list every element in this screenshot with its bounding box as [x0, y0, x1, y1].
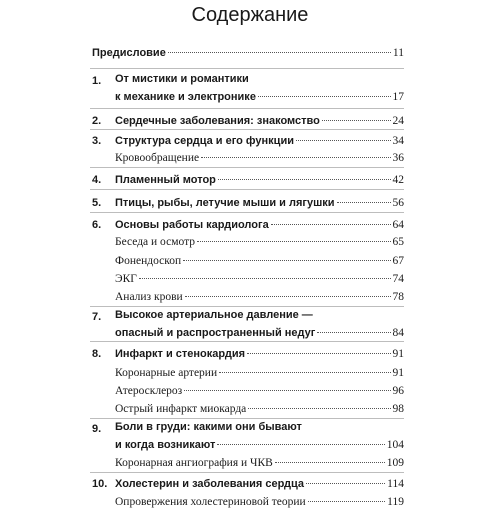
dot-leader	[317, 332, 390, 333]
page-number: 78	[392, 291, 404, 303]
toc-entry[interactable]	[115, 133, 404, 149]
toc-entry[interactable]	[115, 217, 404, 233]
dot-leader	[183, 260, 390, 261]
page-number: 17	[392, 91, 404, 103]
toc-entry[interactable]	[115, 437, 404, 453]
toc-entry[interactable]	[115, 113, 404, 129]
toc-subentry[interactable]	[115, 289, 404, 305]
toc-subentry[interactable]	[115, 383, 404, 399]
toc-subentry[interactable]	[115, 365, 404, 381]
page-number: 56	[392, 197, 404, 209]
page-number: 36	[392, 152, 404, 164]
toc-entry[interactable]	[115, 172, 404, 188]
chapter-number: 8.	[92, 348, 102, 360]
page-number: 67	[392, 255, 404, 267]
dot-leader	[271, 224, 391, 225]
section-divider	[90, 68, 404, 69]
toc-entry-title-continued: к механике и электронике	[115, 91, 256, 103]
dot-leader	[248, 408, 390, 409]
toc-entry[interactable]	[115, 195, 404, 211]
page-number: 74	[392, 273, 404, 285]
dot-leader	[337, 202, 391, 203]
toc-entry-title: Опровержения холестериновой теории	[115, 496, 306, 508]
page-number: 119	[387, 496, 404, 508]
page-number: 96	[392, 385, 404, 397]
chapter-number: 1.	[92, 75, 102, 87]
toc-subentry[interactable]	[115, 253, 404, 269]
dot-leader	[247, 353, 391, 354]
dot-leader	[168, 52, 391, 53]
page-number: 104	[386, 439, 404, 451]
page-number: 42	[392, 174, 404, 186]
chapter-number: 2.	[92, 115, 102, 127]
chapter-number: 5.	[92, 197, 102, 209]
page-title: Содержание	[191, 4, 309, 26]
page-number: 24	[392, 115, 404, 127]
toc-subentry[interactable]	[115, 494, 404, 510]
section-divider	[90, 341, 404, 342]
toc-subentry[interactable]	[115, 150, 404, 166]
toc-entry-title: Холестерин и заболевания сердца	[115, 478, 305, 490]
dot-leader	[322, 120, 391, 121]
dot-leader	[184, 390, 390, 391]
section-divider	[90, 167, 404, 168]
chapter-number: 7.	[92, 311, 102, 323]
toc-entry-title: Фонендоскоп	[115, 255, 182, 267]
section-divider	[90, 418, 404, 419]
toc-entry-title: Атеросклероз	[115, 385, 183, 397]
toc-entry-line[interactable]	[115, 73, 249, 89]
page-number: 91	[392, 367, 404, 379]
section-divider	[90, 108, 404, 109]
section-divider	[90, 472, 404, 473]
toc-subentry[interactable]	[115, 455, 404, 471]
dot-leader	[218, 179, 391, 180]
toc-entry-title: Предисловие	[92, 47, 166, 59]
toc-entry[interactable]	[115, 346, 404, 362]
toc-entry-title: Острый инфаркт миокарда	[115, 403, 247, 415]
toc-entry-title: Пламенный мотор	[115, 174, 216, 186]
dot-leader	[185, 296, 391, 297]
page-number: 109	[386, 457, 404, 469]
dot-leader	[217, 444, 384, 445]
dot-leader	[197, 241, 391, 242]
toc-entry-line[interactable]	[115, 309, 313, 325]
toc-entry-title: Беседа и осмотр	[115, 236, 195, 248]
toc-entry[interactable]	[115, 89, 404, 105]
toc-entry-title: Анализ крови	[115, 291, 183, 303]
dot-leader	[275, 462, 385, 463]
dot-leader	[258, 96, 391, 97]
toc-entry[interactable]	[115, 325, 404, 341]
toc-entry-title: Структура сердца и его функции	[115, 135, 294, 147]
page-number: 98	[392, 403, 404, 415]
section-divider	[90, 212, 404, 213]
page-number: 84	[392, 327, 404, 339]
dot-leader	[139, 278, 391, 279]
page-number: 65	[392, 236, 404, 248]
toc-entry-title: Кровообращение	[115, 152, 200, 164]
section-divider	[90, 306, 404, 307]
toc-entry-title: Сердечные заболевания: знакомство	[115, 115, 320, 127]
section-divider	[90, 189, 404, 190]
page-number: 34	[392, 135, 404, 147]
toc-entry-title: Инфаркт и стенокардия	[115, 348, 245, 360]
page-number: 91	[392, 348, 404, 360]
dot-leader	[201, 157, 390, 158]
toc-entry-title: Коронарные артерии	[115, 367, 218, 379]
page-number: 64	[392, 219, 404, 231]
toc-entry-title: Основы работы кардиолога	[115, 219, 269, 231]
toc-entry-title: От мистики и романтики	[115, 73, 249, 85]
toc-entry[interactable]	[115, 476, 404, 492]
toc-entry-title: Боли в груди: какими они бывают	[115, 421, 302, 433]
page-number: 114	[387, 478, 404, 490]
toc-subentry[interactable]	[115, 401, 404, 417]
dot-leader	[219, 372, 390, 373]
dot-leader	[306, 483, 385, 484]
toc-subentry[interactable]	[115, 234, 404, 250]
toc-entry-line[interactable]	[115, 421, 302, 437]
toc-entry-title: Высокое артериальное давление —	[115, 309, 313, 321]
chapter-number: 6.	[92, 219, 102, 231]
toc-entry-title: Коронарная ангиография и ЧКВ	[115, 457, 273, 469]
toc-entry-title: Птицы, рыбы, летучие мыши и лягушки	[115, 197, 335, 209]
dot-leader	[308, 501, 385, 502]
toc-entry-title-continued: опасный и распространенный недуг	[115, 327, 316, 339]
chapter-number: 4.	[92, 174, 102, 186]
toc-entry[interactable]	[92, 45, 404, 61]
toc-entry-title: ЭКГ	[115, 273, 137, 285]
chapter-number: 9.	[92, 423, 102, 435]
toc-subentry[interactable]	[115, 271, 404, 287]
page-number: 11	[392, 47, 404, 59]
dot-leader	[296, 140, 391, 141]
toc-entry-title-continued: и когда возникают	[115, 439, 216, 451]
chapter-number: 3.	[92, 135, 102, 147]
chapter-number: 10.	[92, 478, 108, 490]
section-divider	[90, 129, 404, 130]
